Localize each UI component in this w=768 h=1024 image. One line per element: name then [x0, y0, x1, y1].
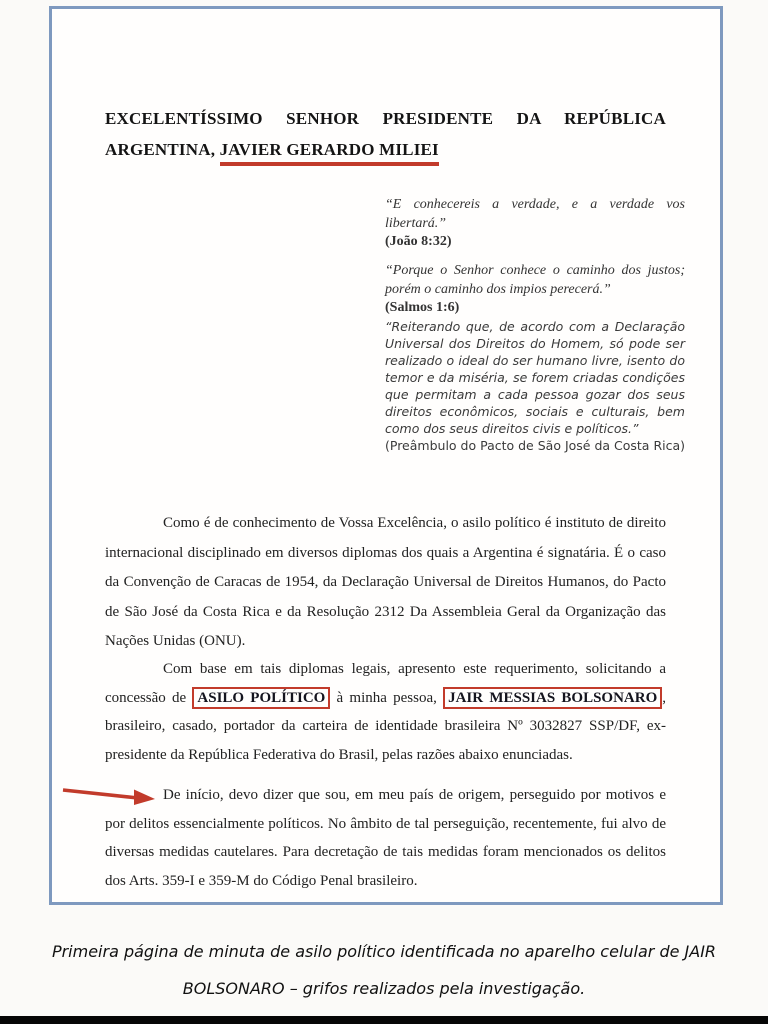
paragraph-2 — [105, 655, 666, 769]
red-underline-annotation: JAVIER GERARDO MILIEI — [220, 140, 439, 166]
quote-reference: (Preâmbulo do Pacto de São José da Costa Rica) — [385, 438, 686, 453]
paragraph-2-text: , brasileiro, casado, portador da carteira de identidade brasileira Nº 3032827 SSP/DF, ex-presidente da República Federativa do Brasil, pelas razões abaixo enunciadas. — [105, 689, 666, 763]
bottom-black-bar — [0, 1016, 768, 1024]
quote-reference: (Salmos 1:6) — [385, 300, 460, 315]
red-box-jair-messias-bolsonaro: JAIR MESSIAS BOLSONARO — [443, 687, 662, 709]
quote-block-salmos — [385, 262, 685, 318]
document-frame — [49, 6, 723, 905]
quote-block-joao — [385, 196, 685, 252]
red-arrow-annotation — [60, 784, 158, 808]
quote-text: “Porque o Senhor conhece o caminho dos justos; porém o caminho dos impios perecerá.” — [385, 263, 685, 297]
heading-line-1: EXCELENTÍSSIMO SENHOR PRESIDENTE DA REPÚBLICA — [105, 109, 666, 128]
quote-block-pacto-sao-jose — [385, 318, 685, 454]
heading-line-2-prefix: ARGENTINA, — [105, 140, 220, 159]
red-box-asilo-politico: ASILO POLÍTICO — [192, 687, 330, 709]
figure-caption: Primeira página de minuta de asilo político identificada no aparelho celular de JAIR BOLSONARO – grifos realizados pela investigação. — [51, 942, 717, 998]
heading-line-2 — [105, 134, 666, 165]
paragraph-1: Como é de conhecimento de Vossa Excelência, o asilo político é instituto de direito internacional disciplinado em diversos diplomas dos quais a Argentina é signatária. É o caso da Convenção de Caracas de 1954, da Declaração Universal de Direitos Humanos, do Pacto de São José da Costa Rica e da Resolução 2312 Da Assembleia Geral da Organização das Nações Unidas (ONU). — [105, 515, 666, 649]
quote-text: “Reiterando que, de acordo com a Declaração Universal dos Direitos do Homem, só pode ser realizado o ideal do ser humano livre, isento do temor e da miséria, se forem criadas condições que permitam a cada pessoa gozar dos seus direitos econômicos, sociais e culturais, bem como dos seus direitos civis e políticos.” — [385, 319, 685, 436]
paragraph-2-text: Com base em tais diplomas legais, apresento este requerimento, solicitando a concessão de — [105, 661, 666, 706]
paragraph-2-text: à minha pessoa, — [330, 689, 444, 706]
paragraph-3: De início, devo dizer que sou, em meu país de origem, perseguido por motivos e por delitos essencialmente políticos. No âmbito de tal perseguição, recentemente, fui alvo de diversas medidas cautelares. Para decretação de tais medidas foram mencionados os delitos dos Arts. 359-I e 359-M do Código Penal brasileiro. — [105, 787, 666, 889]
quote-reference: (João 8:32) — [385, 234, 452, 249]
document-heading — [105, 103, 666, 165]
quote-text: “E conhecereis a verdade, e a verdade vos libertará.” — [385, 197, 685, 231]
